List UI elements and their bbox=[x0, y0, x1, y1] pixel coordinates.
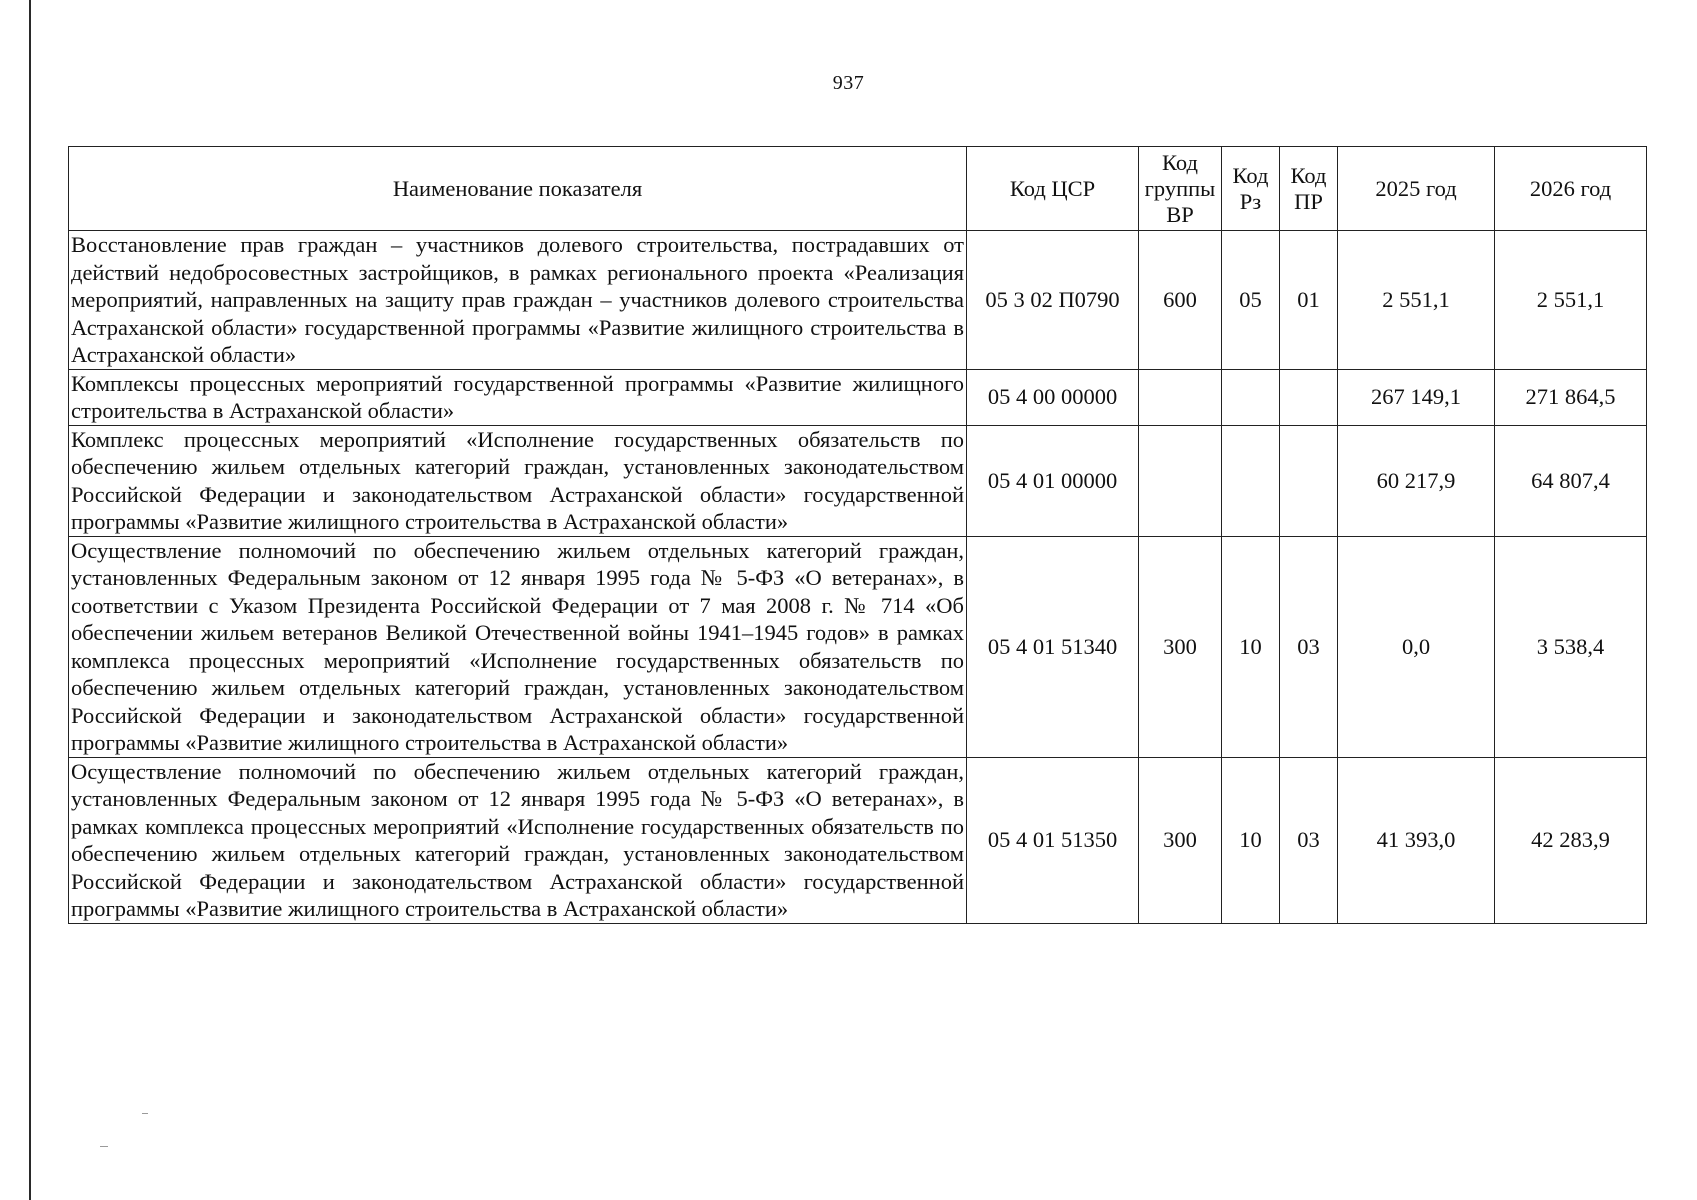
row-name: Восстановление прав граждан – участников долевого строительства, пострадавших от действий недобросовестных застройщиков, в рамках регионального проекта «Реализация мероприятий, направленных на защиту прав граждан – участников долевого строительства Астраханской области» государственной программы «Развитие жилищного строительства в Астраханской области» bbox=[69, 231, 967, 370]
row-csr: 05 4 01 00000 bbox=[967, 425, 1139, 536]
row-vr: 300 bbox=[1139, 536, 1222, 757]
row-pr: 03 bbox=[1280, 757, 1338, 923]
row-2026: 42 283,9 bbox=[1495, 757, 1647, 923]
table-header-row bbox=[69, 147, 1647, 231]
header-name: Наименование показателя bbox=[69, 147, 967, 231]
row-vr: 300 bbox=[1139, 757, 1222, 923]
scan-speck bbox=[100, 1146, 108, 1147]
table-row bbox=[69, 425, 1647, 536]
row-2025: 2 551,1 bbox=[1338, 231, 1495, 370]
row-name: Комплексы процессных мероприятий государственной программы «Развитие жилищного строительства в Астраханской области» bbox=[69, 369, 967, 425]
row-2025: 267 149,1 bbox=[1338, 369, 1495, 425]
page-binding-line bbox=[29, 0, 31, 1200]
row-name: Комплекс процессных мероприятий «Исполнение государственных обязательств по обеспечению жильем отдельных категорий граждан, установленных законодательством Российской Федерации и законодательством Астраханской области» государственной программы «Развитие жилищного строительства в Астраханской области» bbox=[69, 425, 967, 536]
row-vr: 600 bbox=[1139, 231, 1222, 370]
row-pr: 01 bbox=[1280, 231, 1338, 370]
row-rz: 05 bbox=[1222, 231, 1280, 370]
table-body bbox=[69, 231, 1647, 924]
row-2025: 0,0 bbox=[1338, 536, 1495, 757]
row-rz: 10 bbox=[1222, 536, 1280, 757]
row-2025: 41 393,0 bbox=[1338, 757, 1495, 923]
budget-table bbox=[68, 146, 1647, 924]
row-2026: 64 807,4 bbox=[1495, 425, 1647, 536]
table-row bbox=[69, 231, 1647, 370]
row-csr: 05 4 01 51340 bbox=[967, 536, 1139, 757]
row-name: Осуществление полномочий по обеспечению жильем отдельных категорий граждан, установленных Федеральным законом от 12 января 1995 года № 5-ФЗ «О ветеранах», в соответствии с Указом Президента Российской Федерации от 7 мая 2008 г. № 714 «Об обеспечении жильем ветеранов Великой Отечественной войны 1941–1945 годов» в рамках комплекса процессных мероприятий «Исполнение государственных обязательств по обеспечению жильем отдельных категорий граждан, установленных законодательством Российской Федерации и законодательством Астраханской области» государственной программы «Развитие жилищного строительства в Астраханской области» bbox=[69, 536, 967, 757]
table-row bbox=[69, 757, 1647, 923]
row-2026: 271 864,5 bbox=[1495, 369, 1647, 425]
row-pr: 03 bbox=[1280, 536, 1338, 757]
row-rz bbox=[1222, 425, 1280, 536]
scan-speck bbox=[142, 1113, 148, 1114]
row-name: Осуществление полномочий по обеспечению жильем отдельных категорий граждан, установленных Федеральным законом от 12 января 1995 года № 5-ФЗ «О ветеранах», в рамках комплекса процессных мероприятий «Исполнение государственных обязательств по обеспечению жильем отдельных категорий граждан, установленных законодательством Российской Федерации и законодательством Астраханской области» государственной программы «Развитие жилищного строительства в Астраханской области» bbox=[69, 757, 967, 923]
header-vr: Код группы ВР bbox=[1139, 147, 1222, 231]
row-2026: 2 551,1 bbox=[1495, 231, 1647, 370]
row-2025: 60 217,9 bbox=[1338, 425, 1495, 536]
row-csr: 05 3 02 П0790 bbox=[967, 231, 1139, 370]
row-rz: 10 bbox=[1222, 757, 1280, 923]
table-row bbox=[69, 536, 1647, 757]
row-csr: 05 4 00 00000 bbox=[967, 369, 1139, 425]
row-csr: 05 4 01 51350 bbox=[967, 757, 1139, 923]
header-rz: Код Рз bbox=[1222, 147, 1280, 231]
row-pr bbox=[1280, 369, 1338, 425]
table-row bbox=[69, 369, 1647, 425]
table-header bbox=[69, 147, 1647, 231]
row-vr bbox=[1139, 425, 1222, 536]
header-2026: 2026 год bbox=[1495, 147, 1647, 231]
header-csr: Код ЦСР bbox=[967, 147, 1139, 231]
header-pr: Код ПР bbox=[1280, 147, 1338, 231]
row-pr bbox=[1280, 425, 1338, 536]
page-number: 937 bbox=[832, 72, 865, 94]
row-rz bbox=[1222, 369, 1280, 425]
header-2025: 2025 год bbox=[1338, 147, 1495, 231]
row-2026: 3 538,4 bbox=[1495, 536, 1647, 757]
row-vr bbox=[1139, 369, 1222, 425]
